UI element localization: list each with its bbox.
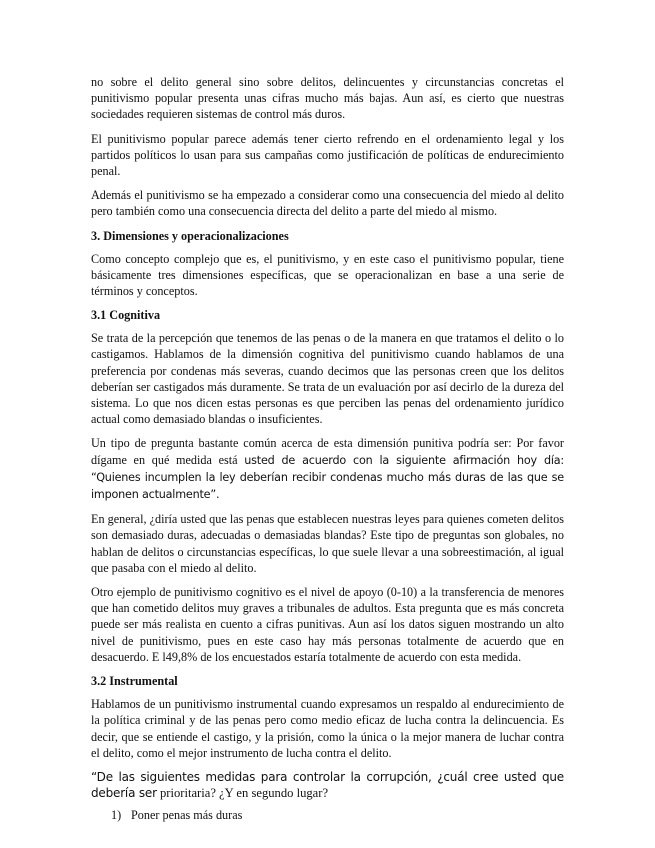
document-page xyxy=(91,74,564,823)
subsection-heading: 3.2 Instrumental xyxy=(91,674,178,689)
answer-list xyxy=(111,807,564,823)
survey-question xyxy=(91,769,564,801)
paragraph: Como concepto complejo que es, el punitivismo, y en este caso el punitivismo popular, tiene básicamente tres dimensiones específicas, que se operacionalizan en base a una serie de términos y conceptos. xyxy=(91,251,564,299)
list-number: 1) xyxy=(111,808,122,823)
paragraph: Además el punitivismo se ha empezado a considerar como una consecuencia del miedo al delito pero también como una consecuencia directa del delito a parte del miedo al mismo. xyxy=(91,188,564,219)
paragraph: El punitivismo popular parece además tener cierto refrendo en el ordenamiento legal y los partidos políticos lo usan para sus campañas como justificación de políticas de endurecimiento penal. xyxy=(91,131,564,179)
paragraph-text: prioritaria? ¿Y en segundo lugar? xyxy=(159,786,329,801)
paragraph: Hablamos de un punitivismo instrumental cuando expresamos un respaldo al endurecimiento de la política criminal y de las penas pero como medio eficaz de lucha contra la delincuencia. Es decir, que se entiende el castigo, y la prisión, como la única o la mejor manera de luchar contra el delito, como el mejor instrumento de lucha contra el delito. xyxy=(91,697,564,760)
paragraph xyxy=(91,435,564,503)
paragraph: Se trata de la percepción que tenemos de las penas o de la manera en que tratamos el delito o lo castigamos. Hablamos de la dimensión cognitiva del punitivismo cuando hablamos de una preferencia por condenas más severas, cuando decimos que las personas creen que los delitos deberían ser castigados más duramente. Se trata de un evaluación por así decirlo de la dureza del sistema. Lo que nos dicen estas personas es que perciben las penas del ordenamiento jurídico actual como demasiado blandas o insuficientes. xyxy=(91,331,564,427)
survey-quote: usted de acuerdo con la siguiente afirmación hoy día: “Quienes incumplen la ley deberían recibir condenas mucho más duras de las que se imponen actualmente”. xyxy=(91,453,564,502)
list-item xyxy=(111,807,564,823)
survey-quote: “De las siguientes medidas para controlar la corrupción, ¿cuál cree usted que debería ser xyxy=(91,769,564,801)
paragraph-text: Un tipo de pregunta bastante común acerca de esta dimensión punitiva podría ser: Por favor dígame en qué medida está xyxy=(91,436,564,467)
section-heading: 3. Dimensiones y operacionalizaciones xyxy=(91,228,289,243)
paragraph: Otro ejemplo de punitivismo cognitivo es el nivel de apoyo (0-10) a la transferencia de menores que han cometido delitos muy graves a tribunales de adultos. Esta pregunta que es más concreta puede ser más realista en cuento a cifras punitivas. Aun así los datos siguen mostrando un alto nivel de punitivismo, pues en este caso hay más personas totalmente de acuerdo que en desacuerdo. E l49,8% de los encuestados estaría totalmente de acuerdo con esta medida. xyxy=(91,585,564,664)
subsection-heading: 3.1 Cognitiva xyxy=(91,308,161,323)
paragraph: En general, ¿diría usted que las penas que establecen nuestras leyes para quienes cometen delitos son demasiado duras, adecuadas o demasiadas blandas? Este tipo de preguntas son globales, no hablan de delitos o circunstancias específicas, lo que suele llevar a una sobreestimación, al igual que pasaba con el miedo al delito. xyxy=(91,512,564,575)
paragraph: no sobre el delito general sino sobre delitos, delincuentes y circunstancias concretas el punitivismo popular presenta unas cifras mucho más bajas. Aun así, es cierto que nuestras sociedades requieren sistemas de control más duros. xyxy=(91,75,564,122)
list-item-text: Poner penas más duras xyxy=(131,808,243,823)
